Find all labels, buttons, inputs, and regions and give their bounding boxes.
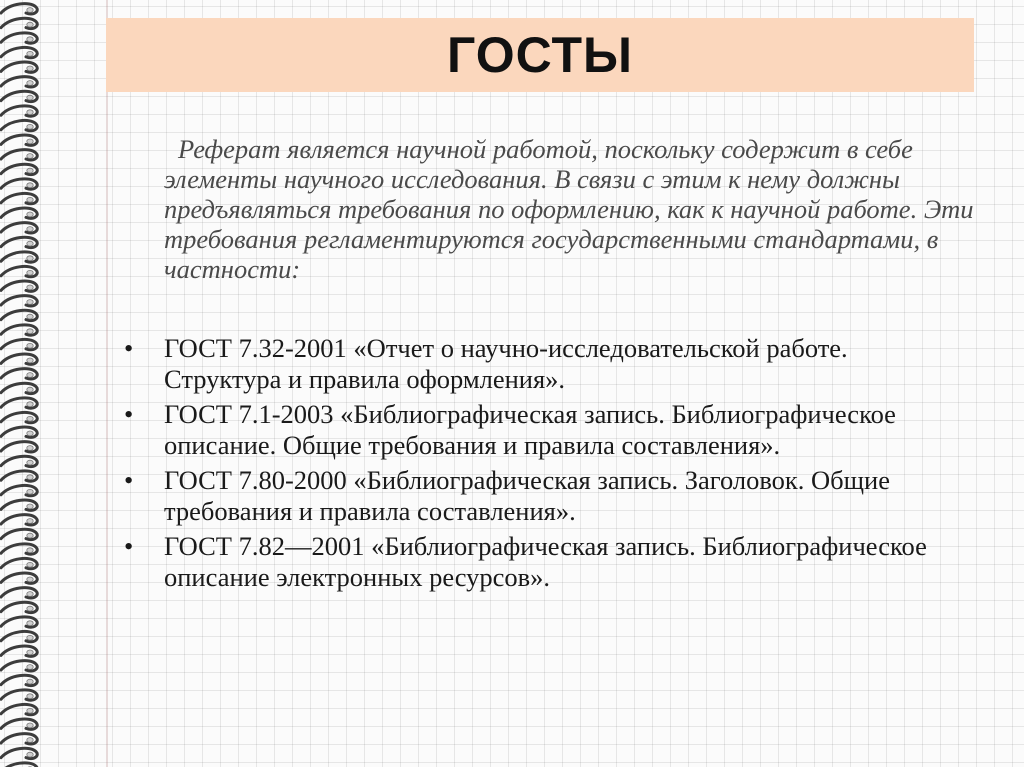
spiral-hole [27,679,33,684]
spiral-hole [27,402,33,407]
spiral-hole [27,110,33,115]
spiral-hole [27,723,33,728]
spiral-hole [27,256,33,261]
spiral-hole [27,475,33,480]
spiral-hole [27,212,33,217]
standard-text: ГОСТ 7.32-2001 «Отчет о научно-исследовательской работе. Структура и правила оформления». [164,333,848,394]
bullet-icon: • [124,465,134,495]
spiral-hole [27,51,33,56]
spiral-hole [27,270,33,275]
spiral-hole [27,8,33,13]
spiral-hole [27,95,33,100]
spiral-hole [27,460,33,465]
spiral-hole [27,314,33,319]
spiral-hole [27,227,33,232]
standard-item [124,333,954,395]
spiral-hole [27,533,33,538]
spiral-hole [27,752,33,757]
spiral-hole [27,66,33,71]
spiral-hole [27,665,33,670]
spiral-hole [27,650,33,655]
spiral-hole [27,300,33,305]
spiral-hole [27,738,33,743]
spiral-hole [27,343,33,348]
spiral-hole [27,592,33,597]
bullet-icon: • [124,333,134,363]
bullet-icon: • [124,399,134,429]
spiral-hole [27,285,33,290]
spiral-hole [27,635,33,640]
standards-list [124,333,954,597]
slide-title: ГОСТЫ [447,27,633,83]
spiral-hole [27,358,33,363]
spiral-hole [27,22,33,27]
spiral-hole [27,621,33,626]
notebook-spiral-binding [0,0,44,767]
notebook-margin-line [106,0,108,767]
spiral-hole [27,81,33,86]
spiral-hole [27,416,33,421]
title-banner [106,18,974,92]
standard-item [124,465,954,527]
spiral-hole [27,37,33,42]
spiral-hole [27,154,33,159]
intro-text: Реферат является научной работой, поскольку содержит в себе элементы научного исследования. В связи с этим к нему должны предъявляться требования по оформлению, как к научной работе. Эти требования регламентируются государственными стандартами, в частности: [164,134,974,284]
spiral-hole [27,548,33,553]
standard-text: ГОСТ 7.1-2003 «Библиографическая запись. Библиографическое описание. Общие требования и правила составления». [164,399,896,460]
spiral-hole [27,708,33,713]
standard-text: ГОСТ 7.80-2000 «Библиографическая запись. Заголовок. Общие требования и правила составления». [164,465,890,526]
spiral-hole [27,694,33,699]
spiral-ring [1,763,37,767]
spiral-hole [27,124,33,129]
intro-paragraph [164,134,974,284]
spiral-hole [27,431,33,436]
spiral-hole [27,504,33,509]
spiral-hole [27,562,33,567]
spiral-hole [27,373,33,378]
spiral-hole [27,241,33,246]
spiral-hole [27,606,33,611]
spiral-hole [27,519,33,524]
spiral-hole [27,139,33,144]
spiral-hole [27,577,33,582]
spiral-hole [27,183,33,188]
spiral-hole [27,446,33,451]
bullet-icon: • [124,531,134,561]
spiral-hole [27,329,33,334]
standard-text: ГОСТ 7.82—2001 «Библиографическая запись. Библиографическое описание электронных ресурсов». [164,531,927,592]
standard-item [124,399,954,461]
spiral-hole [27,489,33,494]
standard-item [124,531,954,593]
spiral-hole [27,197,33,202]
spiral-hole [27,168,33,173]
spiral-hole [27,387,33,392]
